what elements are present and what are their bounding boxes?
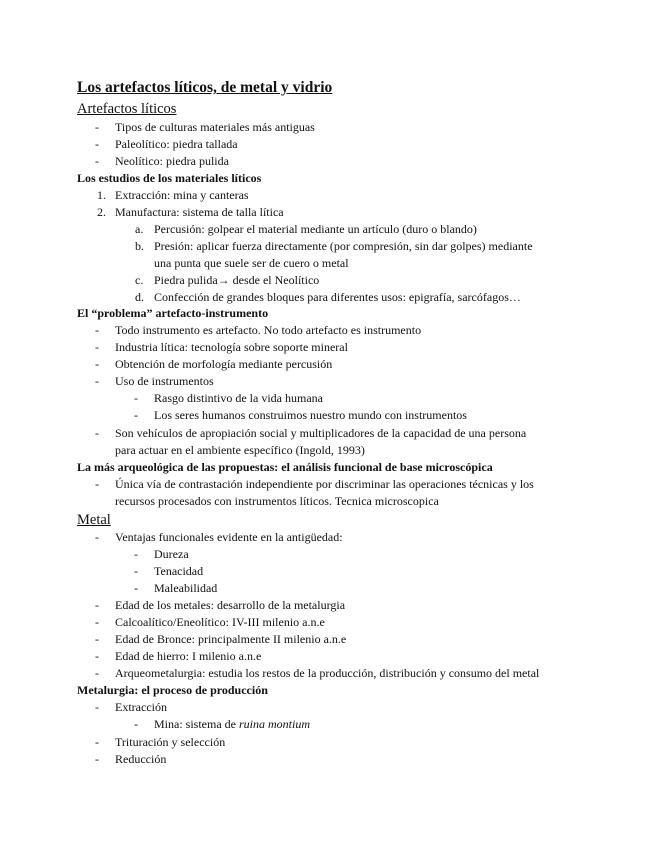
list-item: Maleabilidad (154, 581, 218, 595)
bullet-dash: - (134, 564, 138, 578)
list-item-text: Mina: sistema de (154, 717, 239, 731)
list-item: Única vía de contrastación independiente por discriminar las operaciones técnicas y los (115, 477, 534, 491)
bullet-dash: - (95, 666, 99, 680)
bullet-dash: - (95, 649, 99, 663)
subheading-problema: El “problema” artefacto-instrumento (77, 306, 269, 320)
italic-term: ruina montium (238, 717, 310, 731)
bullet-dash: - (95, 137, 99, 151)
bullet-dash: - (134, 547, 138, 561)
list-item-continuation: recursos procesados con instrumentos líticos. Tecnica microscopica (115, 494, 439, 508)
list-item-continuation: una punta que suele ser de cuero o metal (154, 256, 349, 270)
bullet-dash: - (95, 154, 99, 168)
list-item: Presión: aplicar fuerza directamente (por compresión, sin dar golpes) mediante (154, 239, 533, 253)
list-item: Paleolítico: piedra tallada (115, 137, 238, 151)
bullet-dash: - (95, 700, 99, 714)
list-item: Industria lítica: tecnología sobre soporte mineral (115, 340, 348, 354)
list-marker: d. (135, 290, 144, 304)
list-item: Confección de grandes bloques para diferentes usos: epigrafía, sarcófagos… (154, 290, 521, 304)
bullet-dash: - (134, 391, 138, 405)
bullet-dash: - (95, 340, 99, 354)
bullet-dash: - (95, 426, 99, 440)
list-item: Percusión: golpear el material mediante un artículo (duro o blando) (154, 222, 477, 236)
list-item: Reducción (115, 752, 167, 766)
bullet-dash: - (95, 632, 99, 646)
list-item: Arqueometalurgia: estudia los restos de la producción, distribución y consumo del metal (115, 666, 540, 680)
list-marker: 2. (97, 205, 106, 219)
list-item: Los seres humanos construimos nuestro mundo con instrumentos (154, 408, 467, 422)
list-item: Son vehículos de apropiación social y multiplicadores de la capacidad de una persona (115, 426, 527, 440)
list-item-continuation: para actuar en el ambiente específico (Ingold, 1993) (115, 443, 365, 457)
list-marker: b. (135, 239, 144, 253)
list-item: Neolítico: piedra pulida (115, 154, 229, 168)
list-item: Uso de instrumentos (115, 374, 214, 388)
bullet-dash: - (95, 530, 99, 544)
list-item: Edad de hierro: I milenio a.n.e (115, 649, 262, 663)
bullet-dash: - (95, 735, 99, 749)
bullet-dash: - (95, 120, 99, 134)
list-item: Trituración y selección (115, 735, 226, 749)
section-heading-metal: Metal (77, 512, 111, 528)
list-marker: c. (135, 273, 144, 287)
list-item: Extracción (115, 700, 167, 714)
subheading-estudios: Los estudios de los materiales líticos (77, 171, 262, 185)
bullet-dash: - (95, 374, 99, 388)
bullet-dash: - (134, 581, 138, 595)
list-marker: a. (135, 222, 144, 236)
bullet-dash: - (95, 477, 99, 491)
list-item: Calcoalítico/Eneolítico: IV-III milenio a.n.e (115, 615, 325, 629)
subheading-metalurgia: Metalurgia: el proceso de producción (77, 683, 268, 697)
list-item: Piedra pulida→ desde el Neolítico (154, 273, 320, 287)
list-item: Rasgo distintivo de la vida humana (154, 391, 323, 405)
list-item: Todo instrumento es artefacto. No todo artefacto es instrumento (115, 323, 422, 337)
list-item: Ventajas funcionales evidente en la antigüedad: (115, 530, 343, 544)
section-heading-liticos: Artefactos líticos (77, 101, 177, 117)
list-item: Obtención de morfología mediante percusión (115, 357, 333, 371)
bullet-dash: - (95, 357, 99, 371)
bullet-dash: - (134, 408, 138, 422)
list-item: Edad de los metales: desarrollo de la metalurgia (115, 598, 346, 612)
subheading-analisis: La más arqueológica de las propuestas: el análisis funcional de base microscópica (77, 460, 493, 474)
bullet-dash: - (95, 752, 99, 766)
bullet-dash: - (95, 598, 99, 612)
list-item: Edad de Bronce: principalmente II milenio a.n.e (115, 632, 347, 646)
bullet-dash: - (95, 615, 99, 629)
list-item (154, 716, 310, 733)
list-item: Extracción: mina y canteras (115, 188, 249, 202)
list-marker: 1. (97, 188, 106, 202)
page-title: Los artefactos líticos, de metal y vidrio (77, 79, 333, 96)
list-item: Manufactura: sistema de talla lítica (115, 205, 284, 219)
bullet-dash: - (95, 323, 99, 337)
list-item: Tenacidad (154, 564, 204, 578)
bullet-dash: - (134, 717, 138, 731)
list-item: Dureza (154, 547, 189, 561)
list-item: Tipos de culturas materiales más antiguas (115, 120, 315, 134)
